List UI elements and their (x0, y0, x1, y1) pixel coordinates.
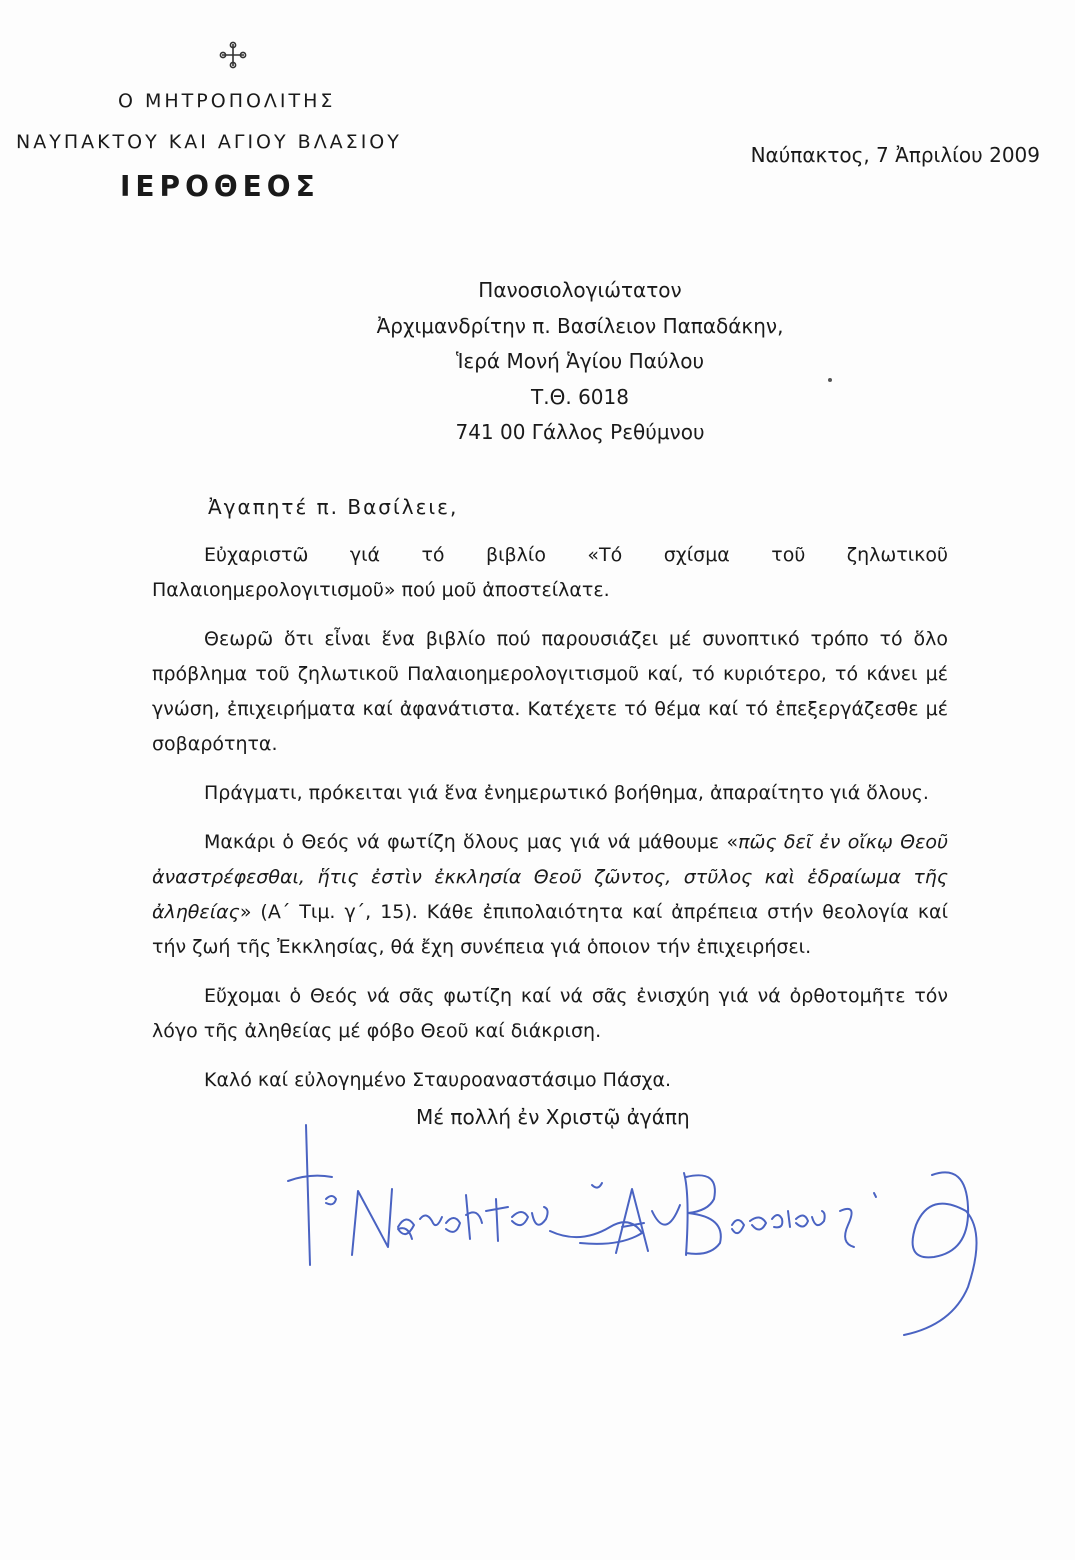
greeting: Ἀγαπητέ π. Βασίλειε, (208, 495, 459, 519)
body-paragraph: Θεωρῶ ὅτι εἶναι ἕνα βιβλίο πού παρουσιάζει μέ συνοπτικό τρόπο τό ὅλο πρόβλημα τοῦ ζηλωτικοῦ Παλαιοημερολογιτισμοῦ καί, τό κυριότερο, τό κάνει μέ γνώση, ἐπιχειρήματα καί ἀφανάτιστα. Κατέχετε τό θέμα καί τό ἐπεξεργάζεσθε μέ σοβαρότητα. (152, 628, 948, 755)
paper-speck (828, 378, 832, 382)
body-paragraph: Πράγματι, πρόκειται γιά ἕνα ἐνημερωτικό βοήθημα, ἀπαραίτητο γιά ὅλους. (204, 782, 929, 804)
recipient-line: 741 00 Γάλλος Ρεθύμνου (455, 420, 705, 444)
cross-icon (218, 40, 248, 70)
body-paragraph: Εὔχομαι ὁ Θεός νά σᾶς φωτίζη καί νά σᾶς ἐνισχύη γιά νά ὀρθοτομῆτε τόν λόγο τῆς ἀληθείας μέ φόβο Θεοῦ καί διάκριση. (152, 985, 948, 1042)
recipient-line: Ἱερά Μονή Ἁγίου Παύλου (455, 349, 705, 373)
recipient-line: Τ.Θ. 6018 (531, 384, 629, 409)
body-paragraph: Καλό καί εὐλογημένο Σταυροαναστάσιμο Πάσχα. (204, 1069, 672, 1091)
recipient-line: Πανοσιολογιώτατον (478, 278, 682, 302)
header-title: Ο ΜΗΤΡΟΠΟΛΙΤΗΣ (118, 90, 336, 112)
header-see: ΝΑΥΠΑΚΤΟΥ ΚΑΙ ΑΓΙΟΥ ΒΛΑΣΙΟΥ (16, 131, 402, 153)
signature (280, 1115, 990, 1345)
body-text-span: Μακάρι ὁ Θεός νά φωτίζη ὅλους μας γιά νά μάθουμε « (204, 831, 739, 853)
recipient-line: Ἀρχιμανδρίτην π. Βασίλειον Παπαδάκην, (376, 313, 784, 338)
recipient-address (330, 273, 830, 451)
place-date: Ναύπακτος, 7 Ἀπριλίου 2009 (750, 143, 1040, 167)
body-paragraph: Εὐχαριστῶ γιά τό βιβλίο «Τό σχίσμα τοῦ ζηλωτικοῦ Παλαιοημερολογιτισμοῦ» πού μοῦ ἀποστείλατε. (152, 544, 948, 601)
scripture-quote: πῶς δεῖ ἐν οἴκῳ Θεοῦ ἀναστρέφεσθαι, ἥτις ἐστὶν ἐκκλησία Θεοῦ ζῶντος, στῦλος καὶ ἑδραίωμα τῆς ἀληθείας (152, 831, 948, 923)
letter-body (152, 538, 948, 1112)
header-name: ΙΕΡΟΘΕΟΣ (120, 170, 320, 203)
body-text-span: » (Α΄ Τιμ. γ΄, 15). Κάθε ἐπιπολαιότητα καί ἀπρέπεια στήν θεολογία καί τήν ζωή τῆς Ἐκκλησίας, θά ἔχη συνέπεια γιά ὁποιον τήν ἐπιχειρήσει. (152, 901, 948, 958)
body-paragraph (152, 825, 948, 965)
closing-line: Μέ πολλή ἐν Χριστῷ ἀγάπη (416, 1105, 690, 1129)
